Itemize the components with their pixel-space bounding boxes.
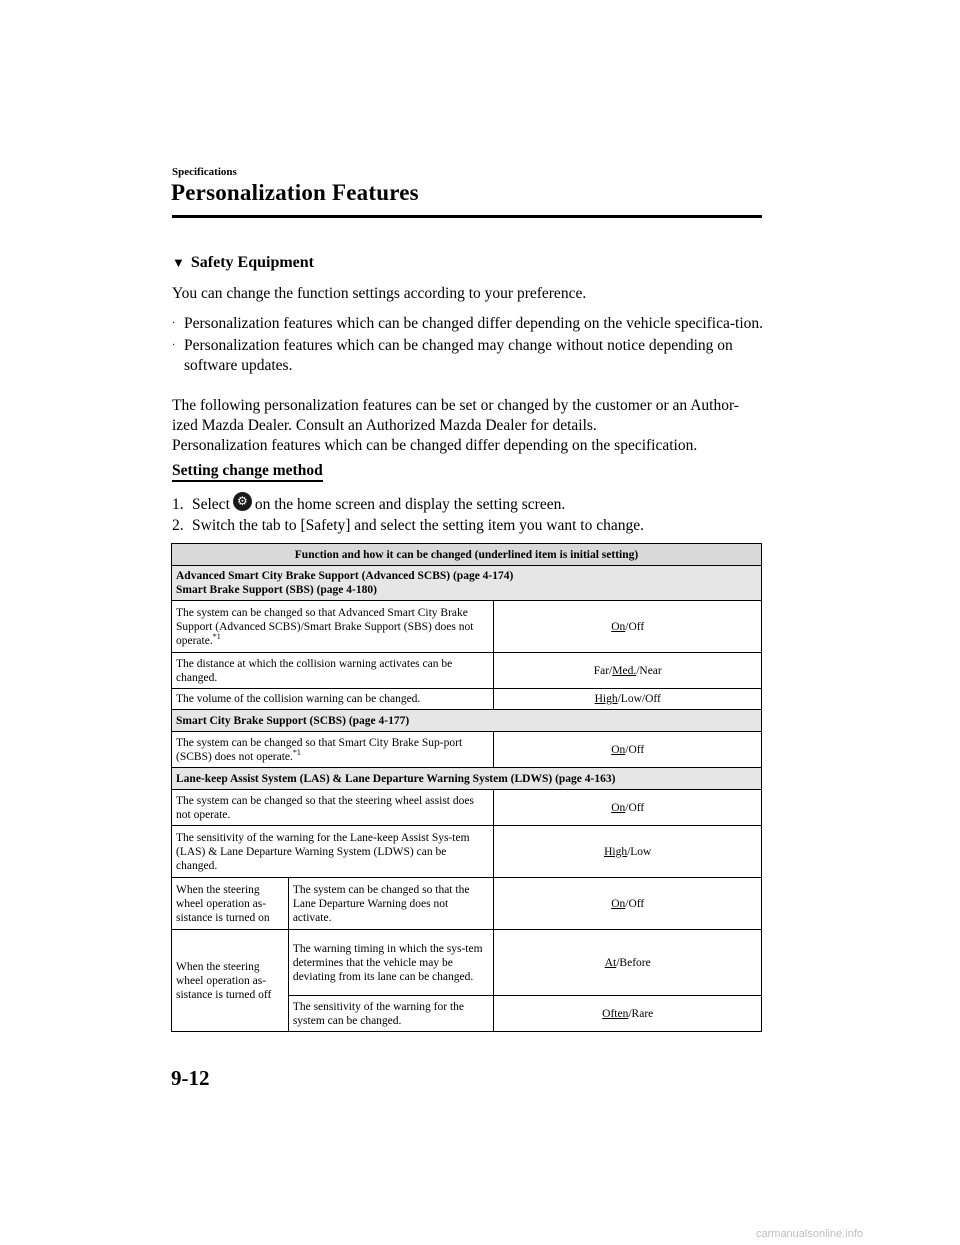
dealer-paragraph — [172, 396, 764, 456]
row-value — [494, 790, 762, 826]
row-description: The system can be changed so that the Lane Departure Warning does not activate. — [288, 878, 494, 930]
table-row — [172, 826, 762, 878]
bullet-dot-icon: · — [172, 340, 176, 351]
watermark: carmanualsonline.info — [756, 1228, 864, 1240]
table-row — [172, 689, 762, 710]
table-group-row — [172, 710, 762, 732]
row-description: The system can be changed so that the steering wheel assist does not operate. — [172, 790, 494, 826]
table-row — [172, 732, 762, 768]
row-condition: When the steering wheel operation as-sistance is turned on — [172, 878, 289, 930]
other-settings: /Low — [627, 845, 652, 858]
group-cell: Lane-keep Assist System (LAS) & Lane Departure Warning System (LDWS) (page 4-163) — [172, 768, 762, 790]
row-value — [494, 996, 762, 1032]
dealer-paragraph-line: The following personalization features can be set or changed by the customer or an Author-ized Mazda Dealer. Consult an Authorized Mazda Dealer for details. — [172, 397, 739, 434]
group-cell: Smart City Brake Support (SCBS) (page 4-177) — [172, 710, 762, 732]
section-label: Specifications — [172, 166, 237, 178]
row-description: The distance at which the collision warning activates can be changed. — [172, 653, 494, 689]
table-group-row — [172, 768, 762, 790]
step-text-pre: Select — [192, 496, 230, 513]
table-header: Function and how it can be changed (underlined item is initial setting) — [172, 544, 762, 566]
dealer-paragraph-line: Personalization features which can be changed differ depending on the specification. — [172, 437, 698, 454]
row-description — [172, 732, 494, 768]
steps-list — [172, 494, 764, 536]
row-description-text: The system can be changed so that Advanced Smart City Brake Support (Advanced SCBS)/Smart Brake Support (SBS) does not operate. — [176, 606, 474, 647]
step-1 — [172, 494, 764, 515]
subsection-heading-text: Safety Equipment — [190, 254, 314, 271]
initial-setting: Med. — [612, 664, 637, 677]
other-settings: /Off — [625, 743, 645, 756]
group-cell — [172, 566, 762, 601]
initial-setting: On — [611, 743, 626, 756]
step-number: 1. — [172, 496, 184, 513]
row-value — [494, 732, 762, 768]
footnote-marker: *1 — [292, 747, 301, 757]
settings-table — [171, 543, 762, 1032]
table-header-row — [172, 544, 762, 566]
row-description: The warning timing in which the sys-tem determines that the vehicle may be deviating from its lane can be changed. — [288, 930, 494, 996]
list-item — [172, 314, 764, 334]
row-value — [494, 689, 762, 710]
row-value — [494, 930, 762, 996]
row-description-text: The system can be changed so that Smart City Brake Sup-port (SCBS) does not operate. — [176, 736, 463, 763]
initial-setting: On — [611, 897, 626, 910]
table-row — [172, 653, 762, 689]
other-settings: /Near — [636, 664, 662, 677]
row-value — [494, 653, 762, 689]
row-description: The sensitivity of the warning for the Lane-keep Assist Sys-tem (LAS) & Lane Departure Warning System (LDWS) can be changed. — [172, 826, 494, 878]
page-title: Personalization Features — [171, 180, 419, 205]
list-item-text: Personalization features which can be changed differ depending on the vehicle specifica-tion. — [184, 315, 764, 332]
title-rule — [172, 215, 762, 218]
other-settings: /Rare — [628, 1007, 654, 1020]
step-number: 2. — [172, 517, 184, 534]
gear-icon: ⚙ — [233, 492, 252, 511]
other-settings: /Off — [625, 897, 645, 910]
row-value — [494, 826, 762, 878]
group-title-line: Advanced Smart City Brake Support (Advanced SCBS) (page 4-174) — [176, 570, 514, 582]
table-row — [172, 790, 762, 826]
table-row — [172, 930, 762, 996]
row-value — [494, 878, 762, 930]
initial-setting: On — [611, 801, 626, 814]
row-description: The sensitivity of the warning for the system can be changed. — [288, 996, 494, 1032]
group-title-line: Smart Brake Support (SBS) (page 4-180) — [176, 584, 377, 596]
other-settings: /Off — [625, 620, 645, 633]
initial-setting: At — [604, 956, 617, 969]
table-row — [172, 601, 762, 653]
triangle-marker-icon: ▼ — [172, 255, 185, 270]
other-settings: /Off — [625, 801, 645, 814]
page-number: 9-12 — [171, 1066, 210, 1090]
row-value — [494, 601, 762, 653]
row-description: The volume of the collision warning can be changed. — [172, 689, 494, 710]
list-item — [172, 336, 764, 376]
step-text-post: on the home screen and display the setting screen. — [254, 496, 566, 513]
table-row — [172, 878, 762, 930]
method-heading: Setting change method — [172, 461, 323, 482]
other-settings: Far/ — [593, 664, 613, 677]
initial-setting: High — [604, 845, 628, 858]
bullet-dot-icon: · — [172, 318, 176, 329]
initial-setting: Often — [602, 1007, 629, 1020]
other-settings: /Before — [616, 956, 651, 969]
footnote-marker: *1 — [212, 631, 221, 641]
other-settings: /Low/Off — [617, 693, 661, 705]
step-2 — [172, 515, 764, 536]
initial-setting: High — [594, 693, 618, 705]
note-list — [172, 314, 764, 378]
table-group-row — [172, 566, 762, 601]
list-item-text: Personalization features which can be changed may change without notice depending on software updates. — [184, 337, 733, 374]
row-condition: When the steering wheel operation as-sistance is turned off — [172, 930, 289, 1032]
subsection-heading — [172, 254, 314, 272]
initial-setting: On — [611, 620, 626, 633]
row-description — [172, 601, 494, 653]
intro-paragraph: You can change the function settings according to your preference. — [172, 285, 587, 302]
step-text: Switch the tab to [Safety] and select the setting item you want to change. — [192, 517, 644, 534]
